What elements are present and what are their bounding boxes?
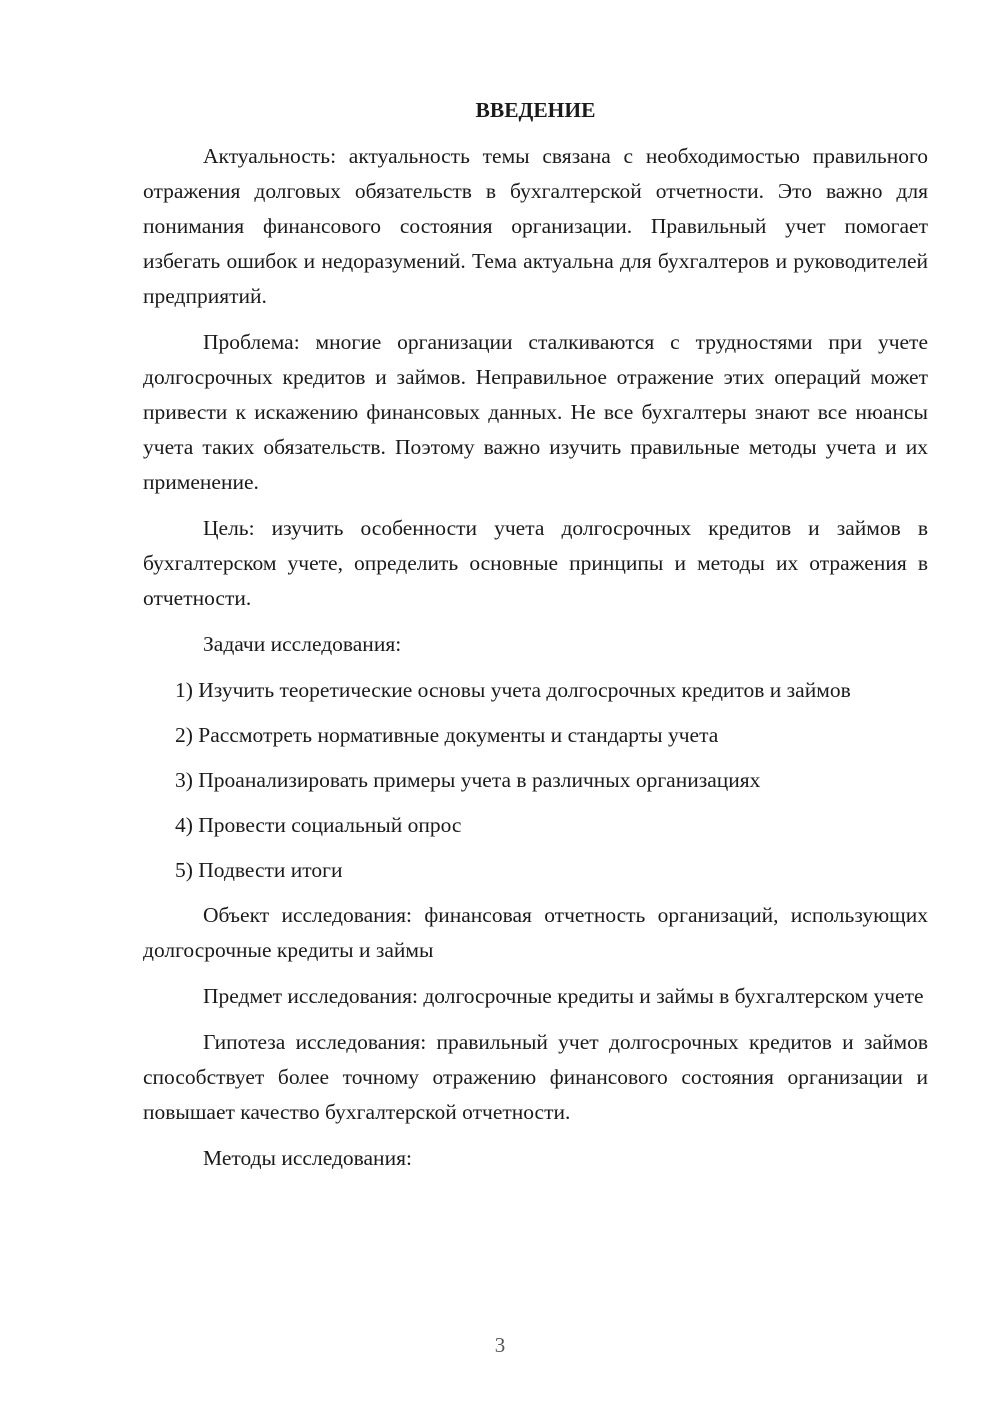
tasks-heading: Задачи исследования:: [203, 632, 402, 656]
task-item-5: 5) Подвести итоги: [175, 858, 343, 882]
tasks-list: [143, 673, 928, 888]
problem-paragraph: Проблема: многие организации сталкиваются с трудностями при учете долгосрочных кредитов и займов. Неправильное отражение этих операций может привести к искажению финансовых данных. Не все бухгалтеры знают все нюансы учета таких обязательств. Поэтому важно изучить правильные методы учета и их применение.: [143, 330, 928, 494]
hypothesis-paragraph: Гипотеза исследования: правильный учет долгосрочных кредитов и займов способствует более точному отражению финансового состояния организации и повышает качество бухгалтерской отчетности.: [143, 1030, 928, 1124]
task-item-2: 2) Рассмотреть нормативные документы и стандарты учета: [175, 723, 719, 747]
page-number: 3: [494, 1333, 506, 1357]
document-page: [143, 92, 928, 1187]
goal-paragraph: Цель: изучить особенности учета долгосрочных кредитов и займов в бухгалтерском учете, определить основные принципы и методы их отражения в отчетности.: [143, 516, 928, 610]
task-item-1: 1) Изучить теоретические основы учета долгосрочных кредитов и займов: [175, 678, 851, 702]
relevance-paragraph: Актуальность: актуальность темы связана с необходимостью правильного отражения долговых обязательств в бухгалтерской отчетности. Это важно для понимания финансового состояния организации. Правильный учет помогает избегать ошибок и недоразумений. Тема актуальна для бухгалтеров и руководителей предприятий.: [143, 144, 928, 308]
object-paragraph: Объект исследования: финансовая отчетность организаций, использующих долгосрочные кредиты и займы: [143, 903, 928, 962]
subject-paragraph: Предмет исследования: долгосрочные кредиты и займы в бухгалтерском учете: [203, 984, 924, 1008]
task-item-4: 4) Провести социальный опрос: [175, 813, 462, 837]
methods-heading: Методы исследования:: [203, 1146, 412, 1170]
page-title: ВВЕДЕНИЕ: [475, 98, 596, 122]
task-item-3: 3) Проанализировать примеры учета в различных организациях: [175, 768, 761, 792]
